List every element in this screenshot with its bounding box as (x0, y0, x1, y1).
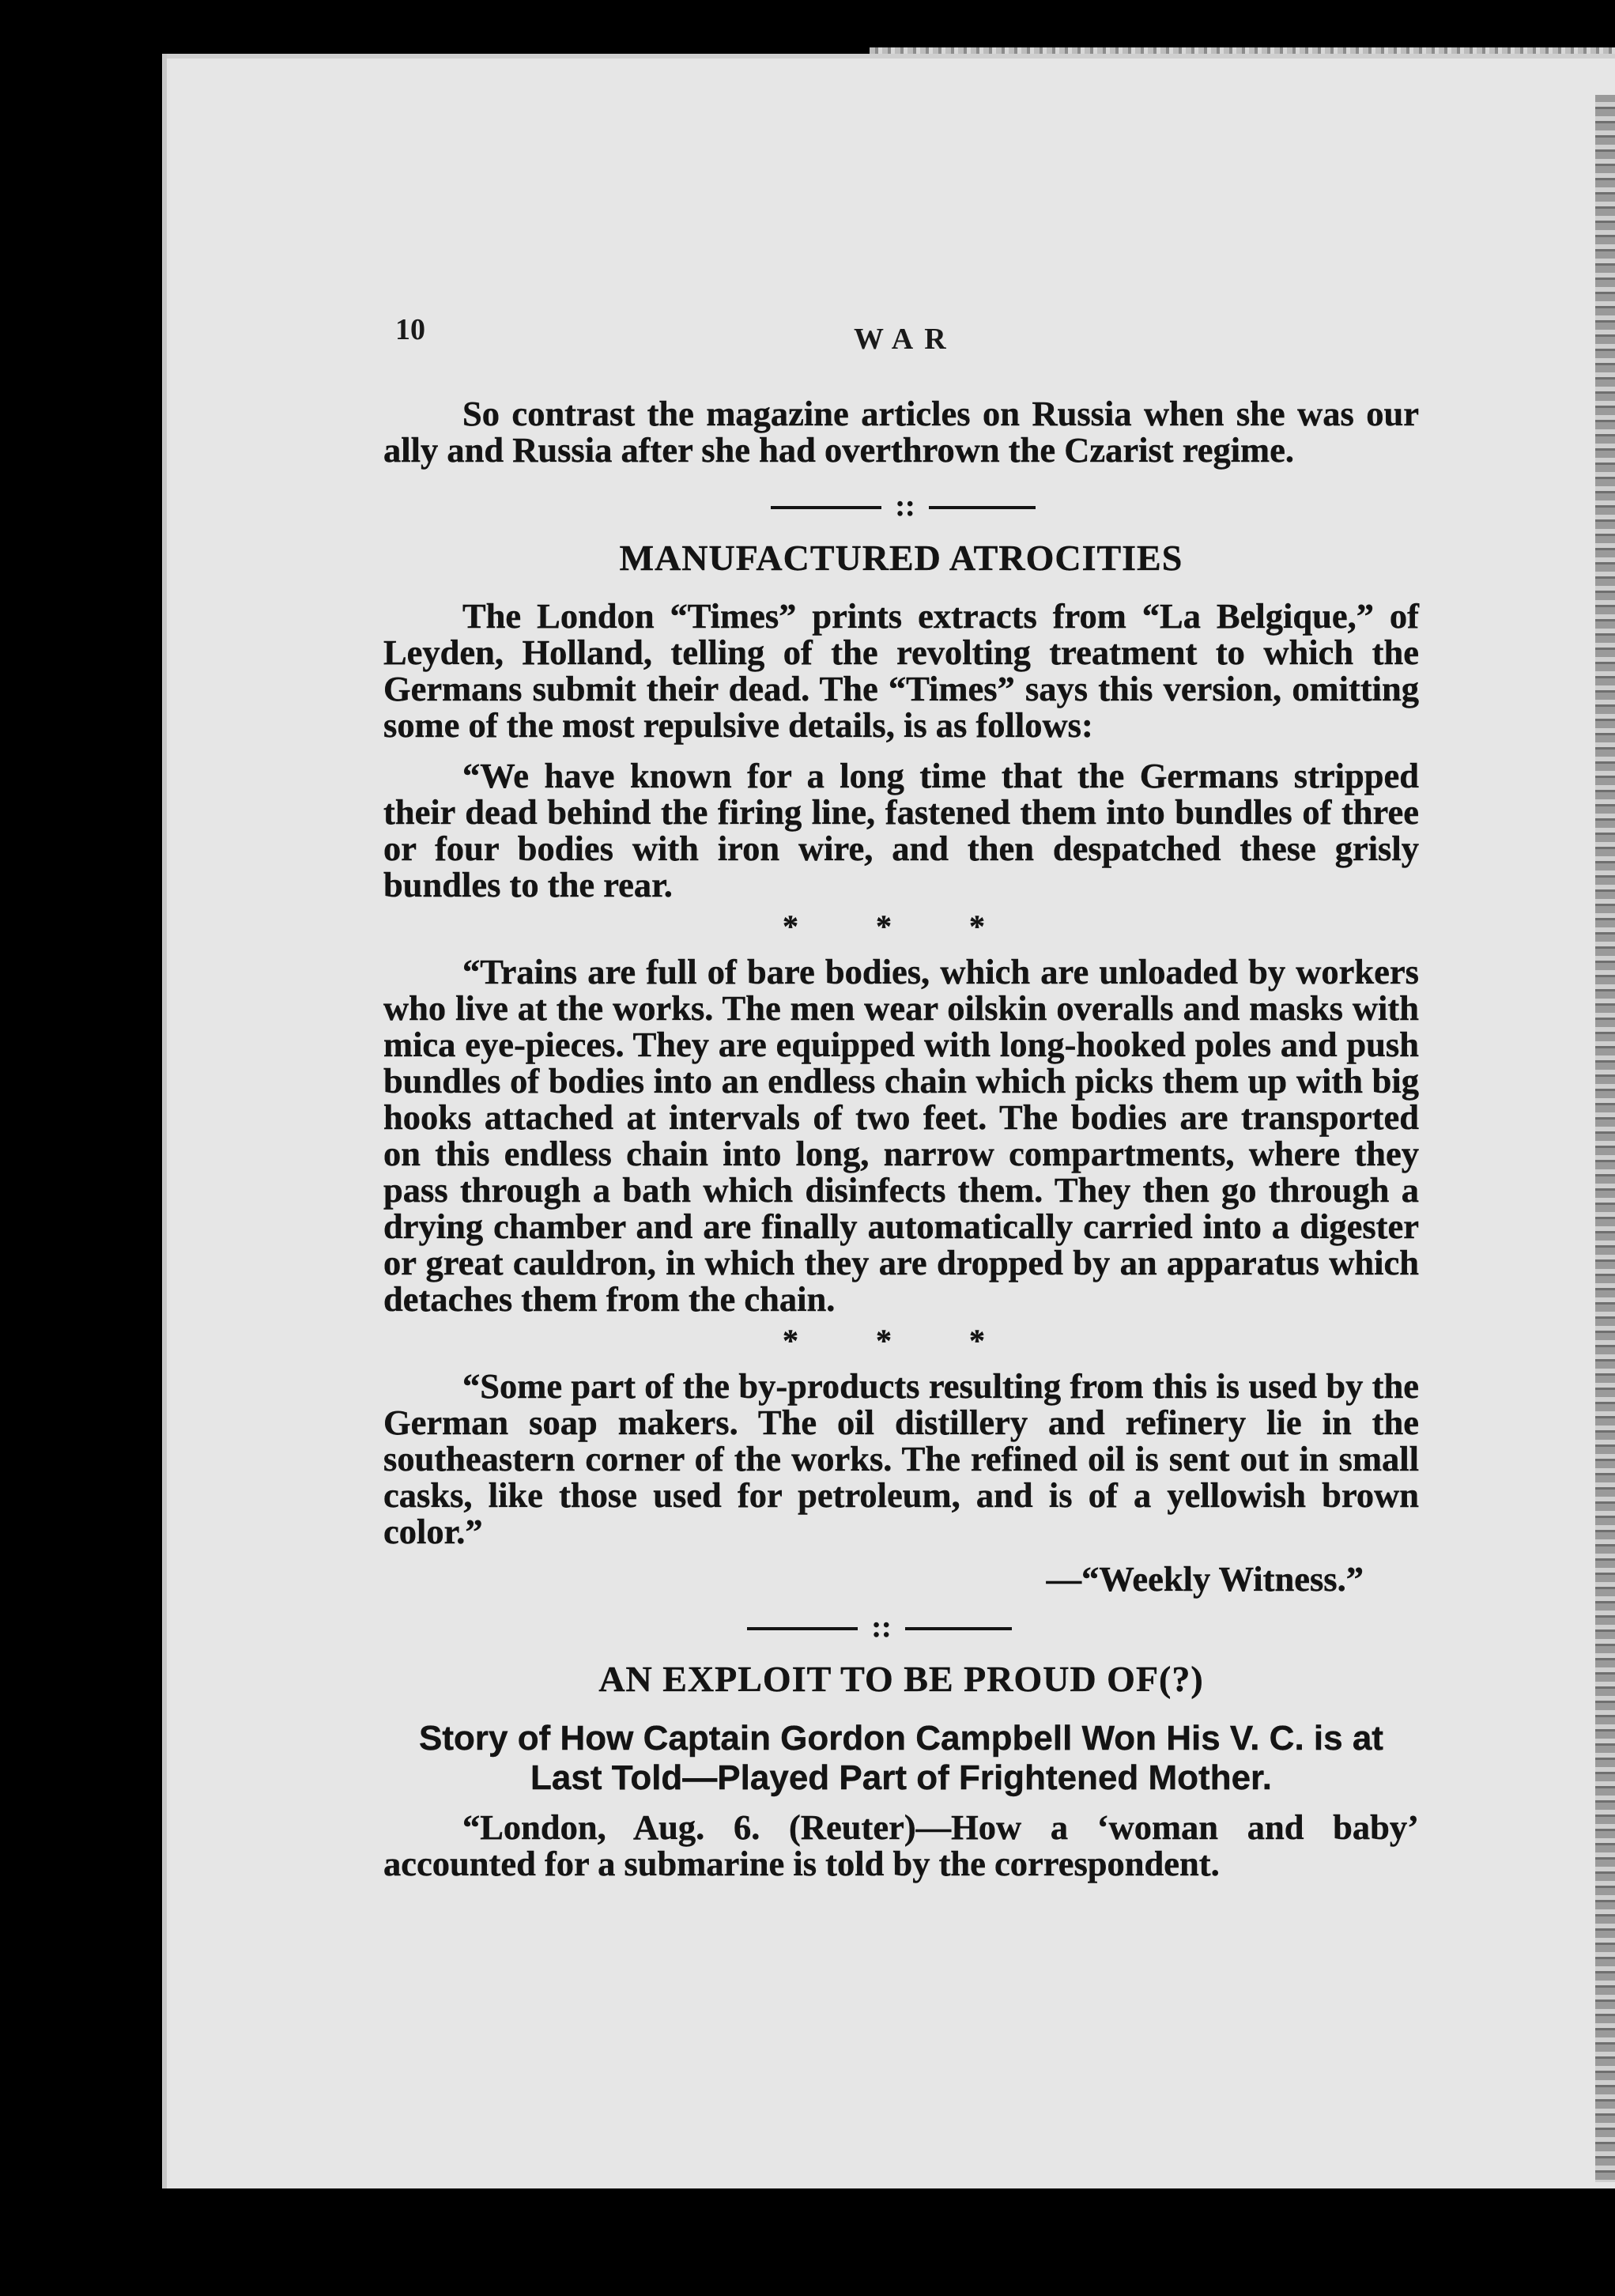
article-title-atrocities: MANUFACTURED ATROCITIES (619, 538, 1183, 578)
article-paragraph: “London, Aug. 6. (Reuter)—How a ‘woman and baby’ accounted for a submarine is told by the correspondent. (383, 1807, 1419, 1883)
article-paragraph: The London “Times” prints extracts from “La Belgique,” of Leyden, Holland, telling of the revolting treatment to which the Germans submit their dead. The “Times” says this version, omitting some of the most repulsive details, is as follows: (383, 596, 1419, 745)
section-divider (383, 1611, 1419, 1643)
divider-mark: :: (871, 1611, 892, 1644)
page-body (383, 395, 1419, 1882)
article-title-exploit: AN EXPLOIT TO BE PROUD OF(?) (598, 1659, 1204, 1699)
article-subhead: Story of How Captain Gordon Campbell Won His V. C. is at Last Told—Played Part of Frightened Mother. (419, 1719, 1383, 1797)
page-header (395, 312, 1439, 360)
section-divider (383, 490, 1419, 522)
intro-paragraph: So contrast the magazine articles on Russia when she was our ally and Russia after she had overthrown the Czarist regime. (383, 394, 1419, 470)
article-paragraph: “We have known for a long time that the Germans stripped their dead behind the firing line, fastened them into bundles of three or four bodies with iron wire, and then despatched these grisly bundles to the rear. (383, 756, 1419, 904)
page-edge-right (1595, 95, 1615, 2182)
article-paragraph: “Some part of the by-products resulting from this is used by the German soap makers. The oil distillery and refinery lie in the southeastern corner of the works. The refined oil is sent out in small casks, like those used for petroleum, and is of a yellowish brown color.” (383, 1366, 1419, 1551)
section-stars: * * * (783, 1323, 1020, 1358)
running-head: WAR (854, 323, 957, 356)
attribution: —“Weekly Witness.” (1046, 1559, 1364, 1599)
section-stars: * * * (783, 908, 1020, 944)
page-number: 10 (395, 313, 425, 346)
divider-mark: :: (895, 489, 915, 523)
article-paragraph: “Trains are full of bare bodies, which are unloaded by workers who live at the works. The men wear oilskin overalls and masks with mica eye-pieces. They are equipped with long-hooked poles and push bundles of bodies into an endless chain which picks them up with big hooks attached at intervals of two feet. The bodies are transported on this endless chain into long, narrow compartments, where they pass through a bath which disinfects them. They then go through a drying chamber and are finally automatically carried into a digester or great cauldron, in which they are dropped by an apparatus which detaches them from the chain. (383, 952, 1419, 1319)
